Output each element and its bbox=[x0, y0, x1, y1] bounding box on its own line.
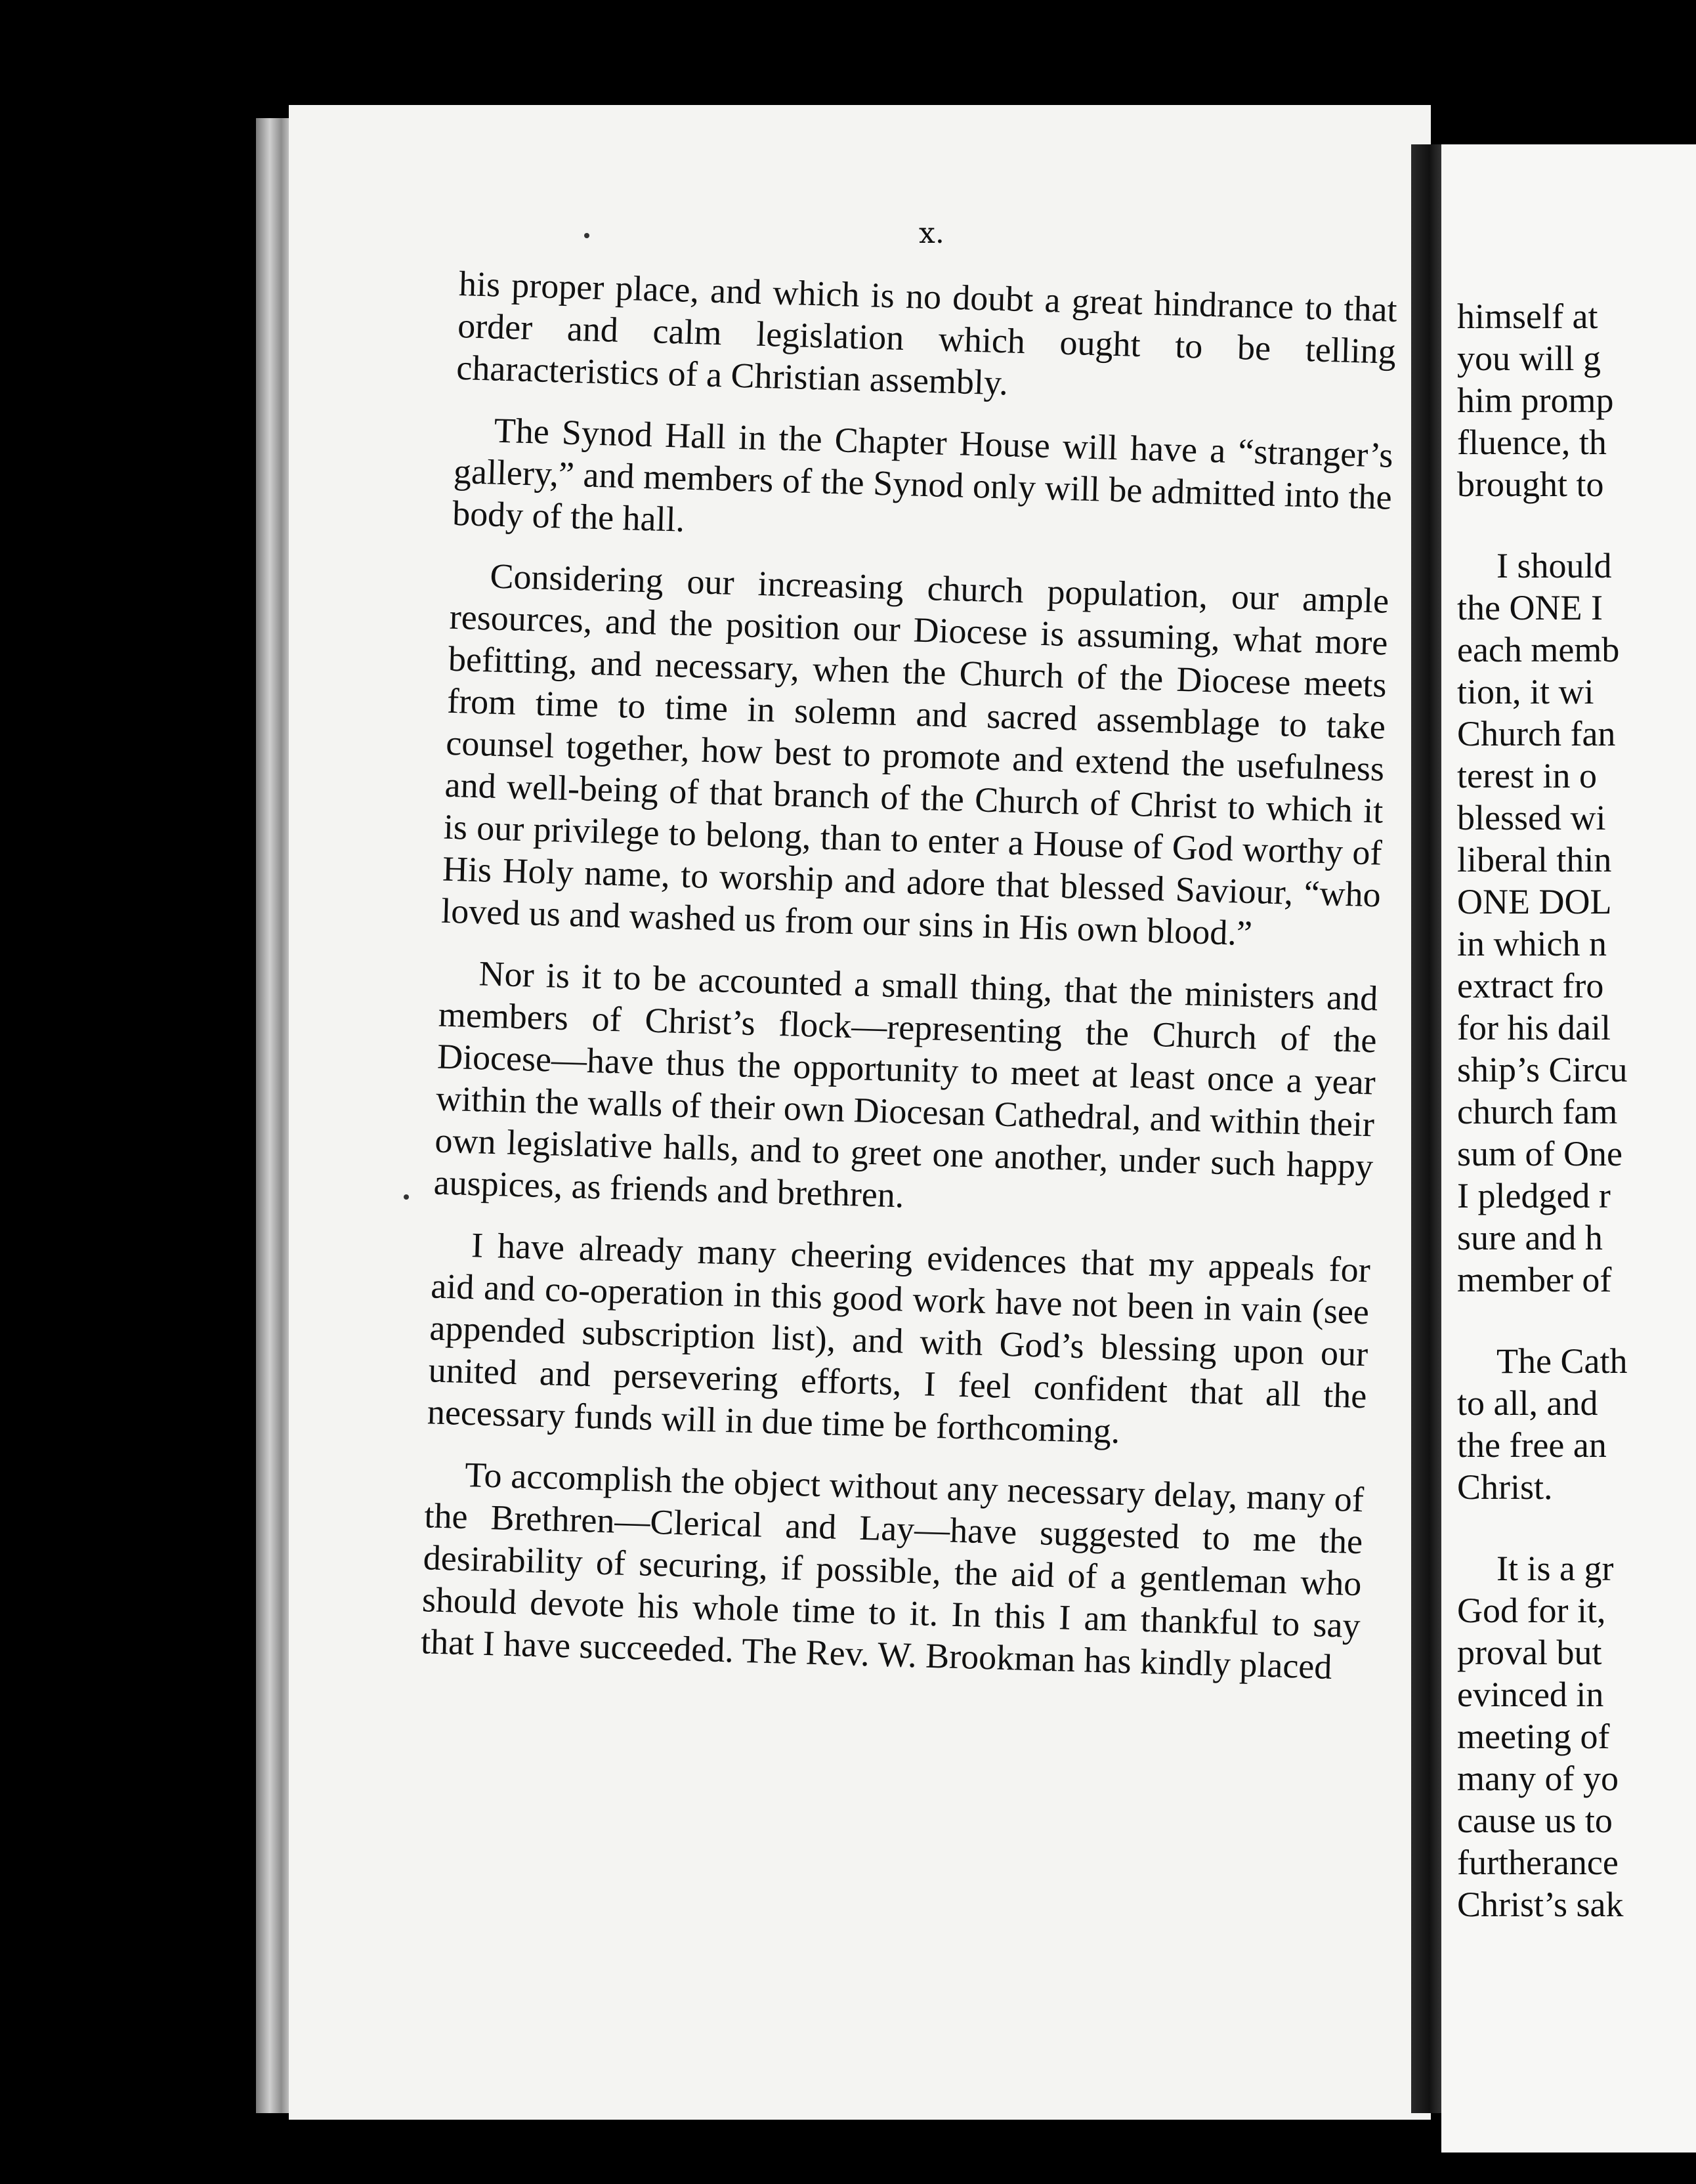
page-number: x. bbox=[919, 217, 944, 250]
right-page-line: I should bbox=[1496, 546, 1612, 585]
scan-speck bbox=[584, 233, 589, 238]
right-page-line: terest in o bbox=[1457, 756, 1597, 795]
right-page-line: furtherance bbox=[1457, 1843, 1619, 1882]
right-page-line: sum of One bbox=[1457, 1134, 1622, 1173]
right-page-line: Christ’s sak bbox=[1457, 1885, 1624, 1924]
right-page-line: Christ. bbox=[1457, 1467, 1553, 1507]
right-page-line: in which n bbox=[1457, 924, 1607, 963]
paragraph-3: Considering our increasing church population, our ample resources, and the position our Diocese is assuming, what more befitting, and necessary, when the Church of the Diocese meets from time to time in solemn and sacred assemblage to take counsel together, how best to promote and extend the usefulness and well-being of that branch of the Church of Christ to which it is our privilege to belong, than to enter a House of God worthy of His Holy name, to worship and adore that blessed Saviour, “who loved us and washed us from our sins in His own blood.” bbox=[440, 556, 1389, 954]
right-page-line: cause us to bbox=[1457, 1801, 1613, 1840]
right-page-line: the ONE I bbox=[1457, 588, 1603, 627]
right-page-line: fluence, th bbox=[1457, 423, 1607, 462]
left-page-text bbox=[420, 262, 1398, 1708]
paragraph-2: The Synod Hall in the Chapter House will have a “stranger’s gallery,” and members of the Synod only will be admitted into the body of the hall. bbox=[452, 410, 1394, 539]
paragraph-1: his proper place, and which is no doubt a great hindrance to that order and calm legislation which ought to be telling characteristics of a Christian assembly. bbox=[456, 263, 1398, 403]
right-page-text bbox=[1457, 295, 1696, 1925]
paragraph-gap bbox=[1457, 505, 1696, 545]
book-gutter bbox=[1411, 144, 1441, 2113]
right-page-line: The Cath bbox=[1496, 1341, 1628, 1381]
right-page-line: liberal thin bbox=[1457, 840, 1612, 879]
left-page bbox=[289, 105, 1431, 2120]
paragraph-4: Nor is it to be accounted a small thing, that the ministers and members of Christ’s flock—representing the Church of the Diocese—have thus the opportunity to meet at least once a year within the walls of their own Diocesan Cathedral, and within their own legislative halls, and to greet one another, under such happy auspices, as friends and brethren. bbox=[433, 954, 1379, 1215]
paragraph-5: I have already many cheering evidences that my appeals for aid and co-operation in this good work have not been in vain (see appended subscription list), and with God’s blessing upon our united and persevering efforts, I feel confident that all the necessary funds will in due time be forthcoming. bbox=[427, 1225, 1371, 1451]
right-page-line: you will g bbox=[1457, 339, 1601, 378]
right-page-line: member of bbox=[1457, 1260, 1612, 1299]
right-page bbox=[1441, 144, 1696, 2152]
right-page-line: proval but bbox=[1457, 1633, 1602, 1672]
right-page-line: to all, and bbox=[1457, 1383, 1598, 1423]
paragraph-6: To accomplish the object without any necessary delay, many of the Brethren—Clerical and Lay—have suggested to me the desirability of securing, if possible, the aid of a gentleman who should devote his whole time to it. In this I am thankful to say that I have succeeded. The Rev. W. Brookman has kindly placed bbox=[420, 1454, 1365, 1687]
right-page-line: ONE DOL bbox=[1457, 882, 1612, 921]
right-page-line: It is a gr bbox=[1496, 1549, 1614, 1588]
paragraph-gap bbox=[1457, 1508, 1696, 1547]
right-page-line: for his dail bbox=[1457, 1008, 1611, 1047]
right-page-line: brought to bbox=[1457, 465, 1604, 504]
right-page-line: the free an bbox=[1457, 1425, 1607, 1465]
right-page-line: meeting of bbox=[1457, 1717, 1610, 1756]
right-page-line: many of yo bbox=[1457, 1759, 1619, 1798]
right-page-line: blessed wi bbox=[1457, 798, 1606, 837]
right-page-line: ship’s Circu bbox=[1457, 1050, 1628, 1089]
right-page-line: tion, it wi bbox=[1457, 672, 1594, 711]
right-page-line: church fam bbox=[1457, 1092, 1618, 1131]
right-page-line: Church fan bbox=[1457, 714, 1616, 753]
right-page-line: evinced in bbox=[1457, 1675, 1604, 1714]
right-page-line: I pledged r bbox=[1457, 1176, 1611, 1215]
right-page-line: each memb bbox=[1457, 630, 1620, 669]
right-page-line: God for it, bbox=[1457, 1591, 1606, 1630]
right-page-line: him promp bbox=[1457, 381, 1614, 420]
right-page-line: extract fro bbox=[1457, 966, 1604, 1005]
paragraph-gap bbox=[1457, 1301, 1696, 1340]
scan-speck bbox=[404, 1194, 409, 1200]
right-page-line: himself at bbox=[1457, 297, 1598, 336]
right-page-line: sure and h bbox=[1457, 1218, 1603, 1257]
